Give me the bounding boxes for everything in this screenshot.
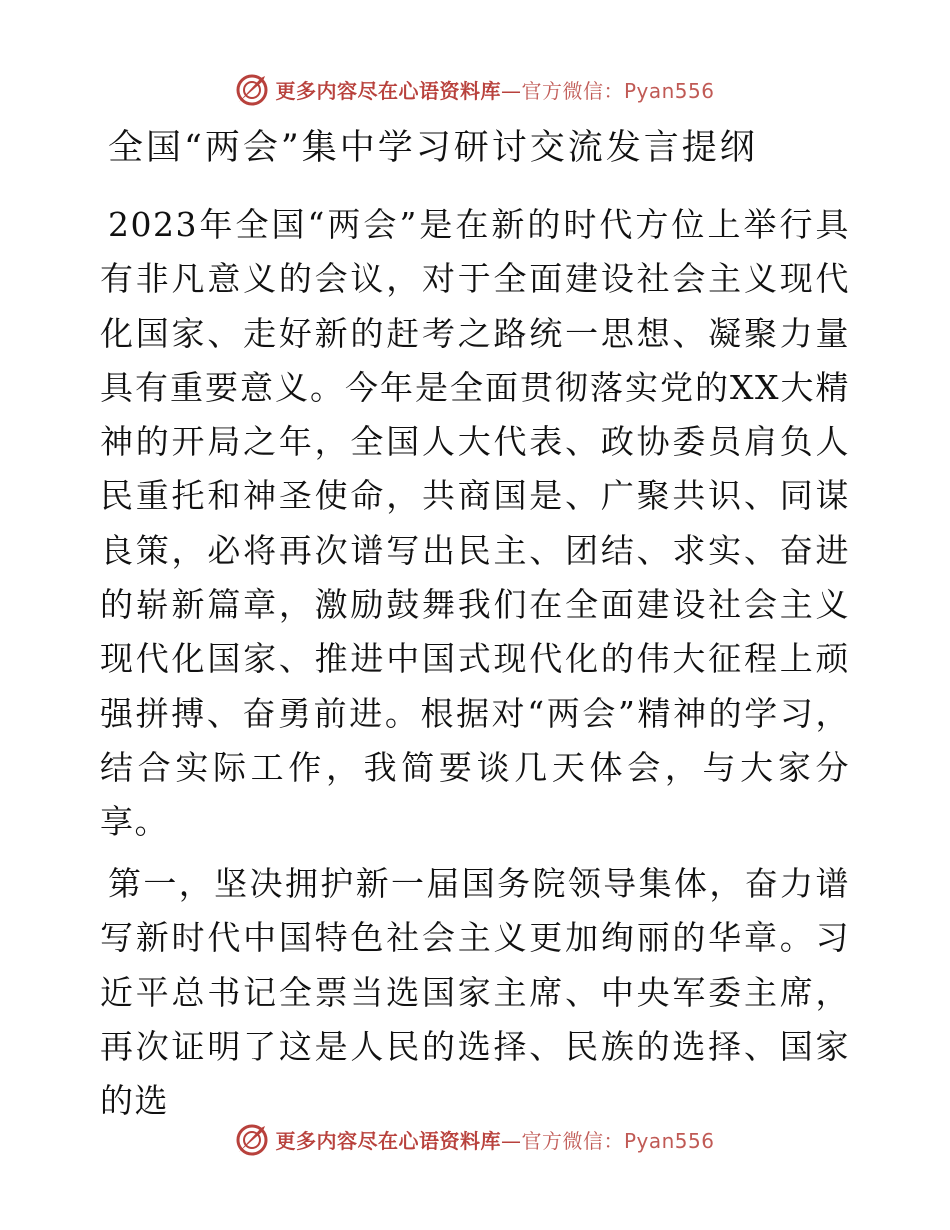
paragraph-point-one: 第一，坚决拥护新一届国务院领导集体，奋力谱写新时代中国特色社会主义更加绚丽的华章。习近平总书记全票当选国家主席、中央军委主席，再次证明了这是人民的选择、民族的选择、国家的选 — [100, 864, 850, 1121]
watermark-text — [275, 1125, 714, 1154]
paragraph-intro: 2023年全国“两会”是在新的时代方位上举行具有非凡意义的会议，对于全面建设社会主义现代化国家、走好新的赶考之路统一思想、凝聚力量具有重要意义。今年是全面贯彻落实党的XX大精神的开局之年，全国人大代表、政协委员肩负人民重托和神圣使命，共商国是、广聚共识、同谋良策，必将再次谱写出民主、团结、求实、奋进的崭新篇章，激励鼓舞我们在全面建设社会主义现代化国家、推进中国式现代化的伟大征程上顽强拼搏、奋勇前进。根据对“两会”精神的学习，结合实际工作，我简要谈几天体会，与大家分享。 — [100, 205, 850, 842]
quill-logo-icon — [235, 72, 269, 106]
watermark-wechat-text: 官方微信：Pyan556 — [521, 1128, 715, 1153]
watermark-text — [275, 75, 714, 104]
footer-watermark — [0, 1122, 950, 1156]
header-watermark — [0, 72, 950, 106]
watermark-wechat-text: 官方微信：Pyan556 — [521, 78, 715, 103]
watermark-dash: — — [500, 78, 522, 103]
watermark-dash: — — [500, 1128, 522, 1153]
watermark-main-text: 更多内容尽在心语资料库 — [275, 1128, 501, 1153]
quill-logo-icon — [235, 1122, 269, 1156]
watermark-main-text: 更多内容尽在心语资料库 — [275, 78, 501, 103]
document-title: 全国“两会”集中学习研讨交流发言提纲 — [108, 128, 758, 168]
